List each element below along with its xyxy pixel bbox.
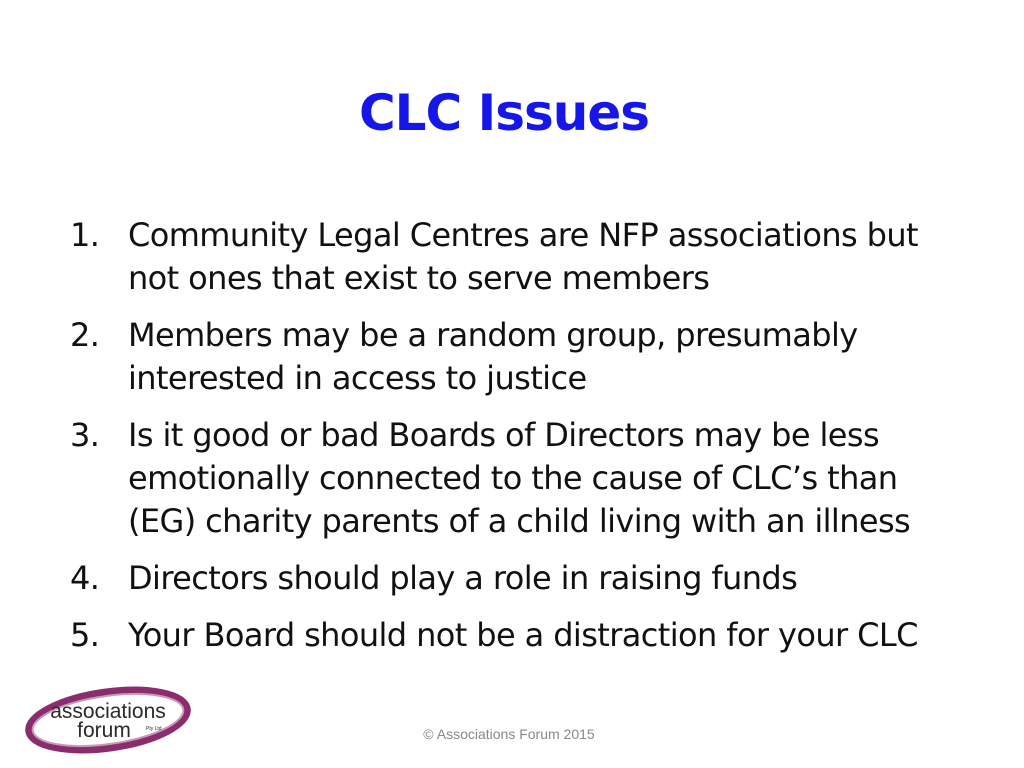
list-item-text: Directors should play a role in raising funds bbox=[128, 559, 798, 597]
issues-list bbox=[70, 214, 970, 671]
list-item bbox=[70, 214, 970, 300]
logo-line1: associations bbox=[50, 700, 166, 723]
list-item-text: Members may be a random group, presumably interested in access to justice bbox=[128, 316, 858, 397]
slide-title: CLC Issues bbox=[358, 84, 650, 142]
list-item-number: 1. bbox=[70, 216, 100, 254]
list-item-text: Your Board should not be a distraction for your CLC bbox=[128, 616, 918, 654]
list-item bbox=[70, 557, 970, 600]
list-item bbox=[70, 614, 970, 657]
list-item bbox=[70, 414, 970, 543]
list-item-text: Is it good or bad Boards of Directors may be less emotionally connected to the cause of CLC’s than (EG) charity parents of a child living with an illness bbox=[128, 416, 911, 540]
associations-forum-logo bbox=[22, 684, 194, 756]
logo-suffix: Pty Ltd bbox=[146, 726, 162, 732]
list-item-number: 3. bbox=[70, 416, 100, 454]
copyright-footer: © Associations Forum 2015 bbox=[423, 726, 595, 742]
list-item-number: 4. bbox=[70, 559, 100, 597]
list-item bbox=[70, 314, 970, 400]
list-item-text: Community Legal Centres are NFP associations but not ones that exist to serve members bbox=[128, 216, 918, 297]
logo-line2: forum bbox=[77, 719, 131, 742]
list-item-number: 2. bbox=[70, 316, 100, 354]
list-item-number: 5. bbox=[70, 616, 100, 654]
